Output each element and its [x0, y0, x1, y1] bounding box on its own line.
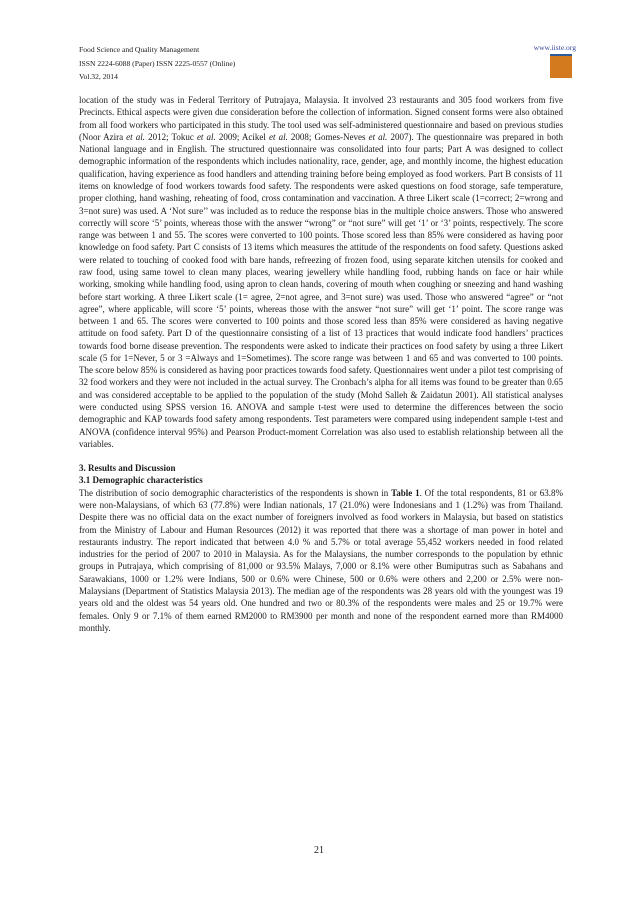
results-paragraph: The distribution of socio demographic characteristics of the respondents is shown in Table 1. Of the total respondents, 81 or 63.8% were non-Malaysians, of which 63 (77.8%) were Indian nationals, 17 (21.0%) were Indonesians and 1 (1.2%) was from Thailand. Despite there was no official data on the exact number of foreigners involved as food workers in Malaysia, but based on statistics from the Ministry of Labour and Human Resources (2012) it was reported that there was a shortage of man power in hotel and restaurants industry. The report indicated that between 4.0 % and 5.7% or total average 55,452 workers needed in food related industries for the period of 2007 to 2010 in Malaysia. As for the Malaysians, the number corresponds to the population by ethnic groups in Putrajaya, which comprising of 81,000 or 93.5% Malays, 7,000 or 8.1% were other Bumiputras such as Sabahans and Sarawakians, 1000 or 1.2% were Indians, 500 or 0.6% were Chinese, 500 or 0.6% were others and 2,200 or 2.5% were non-Malaysians (Department of Statistics Malaysia 2013). The median age of the respondents was 28 years old with the youngest was 19 years old and the oldest was 54 years old. One hundred and two or 80.3% of the respondents were males and 25 or 19.7% were females. Only 9 or 7.1% of them earned RM2000 to RM3900 per month and none of the respondent earned more than RM4000 monthly.: [79, 487, 563, 633]
journal-url-link[interactable]: www.iiste.org: [533, 43, 576, 52]
volume-line: Vol.32, 2014: [79, 72, 118, 82]
subsection-heading: 3.1 Demographic characteristics: [79, 475, 203, 486]
running-header: [79, 43, 235, 84]
paragraph-gap: [79, 450, 563, 462]
section-heading: 3. Results and Discussion: [79, 463, 176, 474]
page-body: [79, 94, 563, 634]
issn-line: ISSN 2224-6088 (Paper) ISSN 2225-0557 (Online): [79, 58, 236, 68]
iiste-logo: [550, 56, 572, 78]
methods-paragraph: location of the study was in Federal Territory of Putrajaya, Malaysia. It involved 23 restaurants and 305 food workers from five Precincts. Ethical aspects were given due consideration before the collection of information. Signed consent forms were also obtained from all food workers who participated in this study. The tool used was self-administered questionnaire and based on previous studies (Noor Azira et al. 2012; Tokuc et al. 2009; Acikel et al. 2008; Gomes-Neves et al. 2007). The questionnaire was prepared in both National language and in English. The structured questionnaire was consolidated into four parts; Part A was designed to collect demographic information of the respondents which includes nationality, race, gender, age, and monthly income, the highest education qualification, having experience as food handlers and attending training before being employed as food workers. Part B consists of 11 items on knowledge of food workers towards food safety. The respondents were asked questions on food storage, safe temperature, proper clothing, hand washing, reheating of food, cross contamination and vaccination. A three Likert scale (1=correct; 2=wrong and 3=not sure) was used. A ‘Not sure’’ was included as to reduce the response bias in the multiple choice answers. Those who answered correctly will score ‘5’ points, whereas those with the answer “wrong” or “not sure” will get ‘1’ or ‘3’ points, respectively. The score range was between 1 and 55. The scores were converted to 100 points. Those scored less than 85% were considered as having poor knowledge on food safety. Part C consists of 13 items which measures the attitude of the respondents on food safety. Questions asked were related to touching of cooked food with bare hands, refreezing of frozen food, using separate kitchen utensils for cooked and raw food, using same towel to clean many places, wearing jewellery while handling food, rubbing hands on face or hair while working, smoking while handling food, using apron to clean hands, covering of mouth when coughing or sneezing and hand washing before start working. A three Likert scale (1= agree, 2=not agree, and 3=not sure) was used. Those who answered “agree” or “not agree”, where applicable, will score ‘5’ points, whereas those with the answer “not sure” will get ‘1’ point. The score range was between 1 and 65. The scores were converted to 100 points and those scored less than 85% were considered as having negative attitude on food safety. Part D of the questionnaire consisting of a list of 13 practices that would indicate food handlers’ practices towards food borne disease prevention. The respondents were asked to indicate their practices on food safety by using a three Likert scale (5 for 1=Never, 5 or 3 =Always and 1=Sometimes). The score range was between 1 and 65 and was converted to 100 points. The score below 85% is considered as having poor practices towards food safety. Questionnaires went under a pilot test comprising of 32 food workers and they were not included in the actual survey. The Cronbach’s alpha for all items was found to be greater than 0.65 and was considered acceptable to be applied to the population of the study (Mohd Salleh & Zaidatun 2001). All statistical analyses were conducted using SPSS version 16. ANOVA and sample t-test were used to determine the differences between the socio demographic and KAP towards food safety among respondents. Test parameters were compared using independent sample t-test and ANOVA (confidence interval 95%) and Pearson Product-moment Correlation was also used to establish relationship between all the variables.: [79, 95, 564, 449]
table-reference: Table 1: [391, 487, 420, 498]
header-right: [534, 43, 576, 53]
journal-name: Food Science and Quality Management: [79, 45, 200, 54]
page-number: 21: [314, 845, 324, 856]
